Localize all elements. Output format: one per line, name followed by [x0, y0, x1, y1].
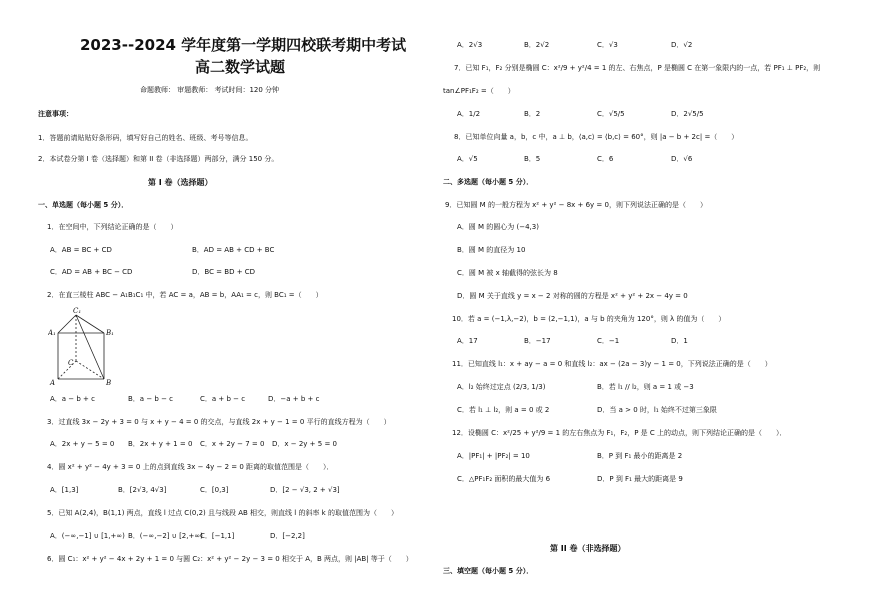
- q10-stem: 10．若 a = (−1,λ,−2)，b = (2,−1,1)，a 与 b 的夹角为 120°，则 λ 的值为（ ）: [452, 315, 726, 323]
- q5-option-d: D．[−2,2]: [270, 532, 305, 540]
- q1-stem: 1．在空间中，下列结论正确的是（ ）: [47, 223, 178, 231]
- label-a1: A₁: [48, 329, 56, 337]
- exam-subtitle: 高二数学试题: [195, 58, 286, 76]
- q12-stem: 12．设椭圆 C：x²/25 + y²/9 = 1 的左右焦点为 F₁，F₂，P 是 C 上的动点，则下列结论正确的是（ ）．: [452, 429, 787, 437]
- q6-option-c: C．√3: [597, 41, 618, 49]
- q2-option-c: C．a + b − c: [200, 395, 246, 403]
- q9-option-b: B．圆 M 的直径为 10: [457, 246, 526, 254]
- q8-stem: 8．已知单位向量 a，b，c 中，a ⊥ b，⟨a,c⟩ = ⟨b,c⟩ = 60°，则 |a − b + 2c| =（ ）: [454, 133, 739, 141]
- q4-option-c: C．[0,3]: [200, 486, 229, 494]
- q7-option-c: C．√5/5: [597, 110, 625, 118]
- q1-option-a: A．AB = BC + CD: [50, 246, 112, 254]
- label-a: A: [50, 379, 56, 387]
- q8-option-d: D．√6: [671, 155, 693, 163]
- q9-option-a: A．圆 M 的圆心为 (−4,3): [457, 223, 539, 231]
- exam-meta: 命题教师： 审题教师： 考试时间：120 分钟: [140, 86, 280, 94]
- q4-option-d: D．[2 − √3, 2 + √3]: [270, 486, 340, 494]
- q3-stem: 3．过直线 3x − 2y + 3 = 0 与 x + y − 4 = 0 的交点，与直线 2x + y − 1 = 0 平行的直线方程为（ ）: [47, 418, 391, 426]
- prism-figure: [48, 305, 122, 387]
- exam-title: 2023--2024 学年度第一学期四校联考期中考试: [80, 36, 407, 54]
- q1-option-b: B．AD = AB + CD + BC: [192, 246, 275, 254]
- q7-stem: 7．已知 F₁，F₂ 分别是椭圆 C：x²/9 + y²/4 = 1 的左、右焦点，P 是椭圆 C 在第一象限内的一点，若 PF₁ ⊥ PF₂，则: [454, 64, 821, 72]
- section-2-heading: 二、多选题（每小题 5 分）．: [443, 178, 534, 186]
- q5-option-c: C．[−1,1]: [200, 532, 235, 540]
- q7-stem-continued: tan∠PF₁F₂ =（ ）: [443, 87, 515, 95]
- q2-option-b: B．a − b − c: [128, 395, 174, 403]
- q6-stem: 6．圆 C₁：x² + y² − 4x + 2y + 1 = 0 与圆 C₂：x² + y² − 2y − 3 = 0 相交于 A，B 两点，则 |AB| 等于（ ）: [47, 555, 413, 563]
- q6-option-d: D．√2: [671, 41, 693, 49]
- part-2-heading: 第 II 卷（非选择题）: [550, 544, 626, 553]
- part-1-heading: 第 I 卷（选择题）: [148, 178, 213, 187]
- q9-stem: 9．已知圆 M 的一般方程为 x² + y² − 8x + 6y = 0，则下列说法正确的是（ ）: [445, 201, 707, 209]
- q4-stem: 4．圆 x² + y² − 4y + 3 = 0 上的点到直线 3x − 4y − 2 = 0 距离的取值范围是（ ）．: [47, 463, 334, 471]
- q3-option-c: C．x + 2y − 7 = 0: [200, 440, 265, 448]
- label-c: C: [68, 359, 74, 367]
- q6-option-b: B．2√2: [524, 41, 550, 49]
- q8-option-b: B．5: [524, 155, 541, 163]
- label-b: B: [106, 379, 112, 387]
- q7-option-a: A．1/2: [457, 110, 481, 118]
- q9-option-d: D．圆 M 关于直线 y = x − 2 对称的圆的方程是 x² + y² + 2x − 4y = 0: [457, 292, 688, 300]
- q12-option-b: B．P 到 F₁ 最小的距离是 2: [597, 452, 683, 460]
- q7-option-b: B．2: [524, 110, 541, 118]
- note-1: 1．答题前请贴贴好条形码，填写好自己的姓名、班级、考号等信息。: [38, 134, 253, 142]
- q5-option-b: B．(−∞,−2] ∪ [2,+∞): [128, 532, 203, 540]
- q2-option-a: A．a − b + c: [50, 395, 96, 403]
- q12-option-a: A．|PF₁| + |PF₂| = 10: [457, 452, 530, 460]
- q1-option-d: D．BC = BD + CD: [192, 268, 256, 276]
- q12-option-d: D．P 到 F₁ 最大的距离是 9: [597, 475, 683, 483]
- q11-option-b: B．若 l₁ // l₂，则 a = 1 或 −3: [597, 383, 694, 391]
- q11-option-d: D．当 a > 0 时，l₁ 始终不过第三象限: [597, 406, 717, 414]
- q12-option-c: C．△PF₁F₂ 面积的最大值为 6: [457, 475, 551, 483]
- q9-option-c: C．圆 M 被 x 轴截得的弦长为 8: [457, 269, 558, 277]
- q8-option-a: A．√5: [457, 155, 478, 163]
- q11-option-a: A．l₂ 始终过定点 (2/3, 1/3): [457, 383, 546, 391]
- q6-option-a: A．2√3: [457, 41, 483, 49]
- section-1-heading: 一、单选题（每小题 5 分）．: [38, 201, 129, 209]
- q11-option-c: C．若 l₁ ⊥ l₂，则 a = 0 或 2: [457, 406, 550, 414]
- notes-heading: 注意事项：: [38, 110, 73, 118]
- q10-option-a: A．17: [457, 337, 478, 345]
- q3-option-a: A．2x + y − 5 = 0: [50, 440, 115, 448]
- q3-option-d: D．x − 2y + 5 = 0: [272, 440, 337, 448]
- q1-option-c: C．AD = AB + BC − CD: [50, 268, 133, 276]
- q5-option-a: A．(−∞,−1] ∪ [1,+∞): [50, 532, 125, 540]
- q4-option-b: B．[2√3, 4√3]: [118, 486, 167, 494]
- q10-option-c: C．−1: [597, 337, 620, 345]
- q7-option-d: D．2√5/5: [671, 110, 704, 118]
- label-b1: B₁: [106, 329, 114, 337]
- q11-stem: 11．已知直线 l₁：x + ay − a = 0 和直线 l₂：ax − (2a − 3)y − 1 = 0，下列说法正确的是（ ）: [452, 360, 772, 368]
- note-2: 2．本试卷分第 I 卷（选择题）和第 II 卷（非选择题）两部分，满分 150 分。: [38, 155, 279, 163]
- q8-option-c: C．6: [597, 155, 614, 163]
- q10-option-d: D．1: [671, 337, 688, 345]
- q2-stem: 2．在直三棱柱 ABC − A₁B₁C₁ 中，若 AC = a，AB = b，AA₁ = c，则 BC₁ =（ ）: [47, 291, 323, 299]
- q10-option-b: B．−17: [524, 337, 551, 345]
- q5-stem: 5．已知 A(2,4)，B(1,1) 两点，直线 l 过点 C(0,2) 且与线段 AB 相交，则直线 l 的斜率 k 的取值范围为（ ）: [47, 509, 398, 517]
- label-c1: C₁: [73, 307, 82, 315]
- q3-option-b: B．2x + y + 1 = 0: [128, 440, 193, 448]
- q2-option-d: D．−a + b + c: [268, 395, 320, 403]
- q4-option-a: A．[1,3]: [50, 486, 79, 494]
- section-3-heading: 三、填空题（每小题 5 分）．: [443, 567, 534, 575]
